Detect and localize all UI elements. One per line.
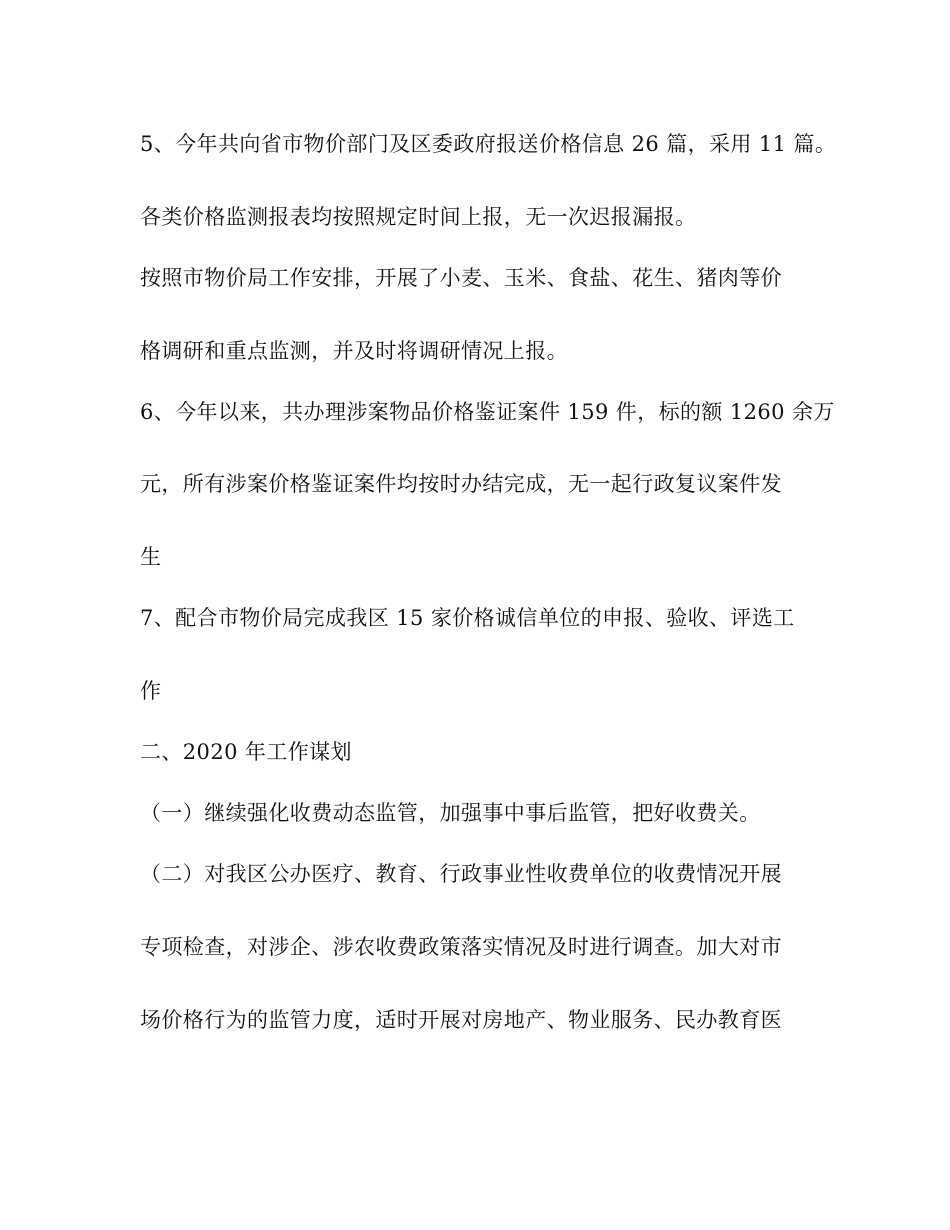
text-line: 各类价格监测报表均按照规定时间上报，无一次迟报漏报。 xyxy=(140,205,697,229)
text-line: 作 xyxy=(140,679,162,703)
text-line: 7、配合市物价局完成我区 15 家价格诚信单位的申报、验收、评选工 xyxy=(140,606,795,630)
text-line: 按照市物价局工作安排，开展了小麦、玉米、食盐、花生、猪肉等价 xyxy=(140,266,782,290)
text-line: 格调研和重点监测，并及时将调研情况上报。 xyxy=(140,339,568,363)
text-line: （二）对我区公办医疗、教育、行政事业性收费单位的收费情况开展 xyxy=(140,862,782,886)
text-line: 专项检查，对涉企、涉农收费政策落实情况及时进行调查。加大对市 xyxy=(140,935,782,959)
text-line: 生 xyxy=(140,545,162,569)
text-line: 场价格行为的监管力度，适时开展对房地产、物业服务、民办教育医 xyxy=(140,1008,782,1032)
section-heading: 二、2020 年工作谋划 xyxy=(140,740,352,764)
text-line: 6、今年以来，共办理涉案物品价格鉴证案件 159 件，标的额 1260 余万 xyxy=(140,400,835,424)
text-line: 元，所有涉案价格鉴证案件均按时办结完成，无一起行政复议案件发 xyxy=(140,472,782,496)
text-line: （一）继续强化收费动态监管，加强事中事后监管，把好收费关。 xyxy=(140,801,761,825)
text-line: 5、今年共向省市物价部门及区委政府报送价格信息 26 篇，采用 11 篇。 xyxy=(140,132,837,156)
